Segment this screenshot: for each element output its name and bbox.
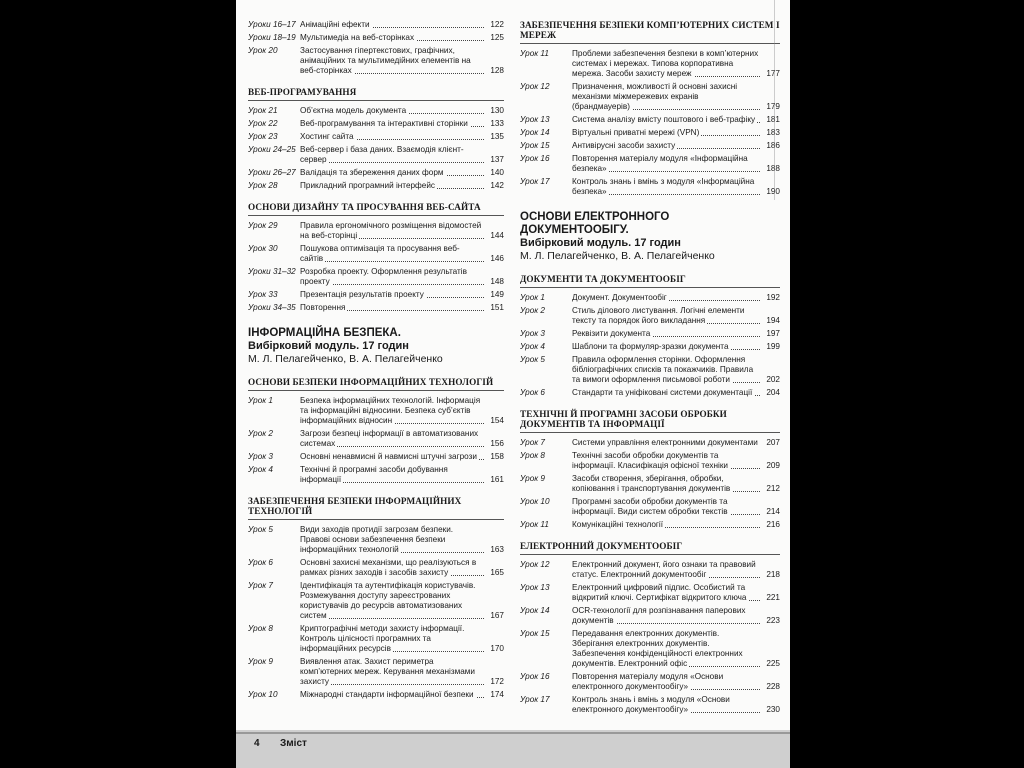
toc-entry [520,583,780,603]
page-ref: 140 [490,168,504,177]
lesson-label: Урок 9 [248,657,273,666]
page-ref: 172 [490,677,504,686]
page-number: 4 [254,738,260,749]
lesson-title-text: Безпека інформаційних технологій. Інформація та інформаційні відносини. Безпека суб’єктів інформаційних відносин [300,396,481,425]
toc-entry [248,168,504,178]
page-ref: 199 [766,342,780,351]
lesson-title [300,429,484,449]
lesson-title [300,465,484,485]
toc-entry [520,438,780,448]
lesson-title [300,119,484,129]
lesson-title [300,33,484,43]
lesson-label: Урок 20 [248,46,278,55]
lesson-title [572,177,760,197]
lesson-label: Урок 10 [248,690,278,699]
page-ref: 197 [766,329,780,338]
lesson-label: Урок 7 [520,438,545,447]
lesson-title [572,115,760,125]
lesson-label: Урок 17 [520,177,550,186]
toc-entry [248,396,504,426]
toc-entry [520,329,780,339]
toc-entry [520,451,780,471]
toc-entry [520,629,780,669]
toc-entry [520,606,780,626]
section-heading: ДОКУМЕНТИ ТА ДОКУМЕНТООБІГ [520,274,780,288]
lesson-title-text: Ідентифікація та аутентифікація користувачів. Розмежування доступу зареєстрованих користувачів до ресурсів автоматизованих систем [300,581,476,620]
toc-entry [520,128,780,138]
dot-leader [300,261,484,262]
lesson-title-text: Віртуальні приватні мережі (VPN) [572,128,700,137]
toc-entry [248,525,504,555]
lesson-title-text: Системи управління електронними документами [572,438,758,447]
toc-entry [520,115,780,125]
toc-entry [248,452,504,462]
lesson-label: Уроки 31–32 [248,267,296,276]
lesson-label: Урок 15 [520,141,550,150]
lesson-title [300,221,484,241]
lesson-title [572,141,760,151]
lesson-title-text: Повторення [300,303,346,312]
footer-rule [236,732,790,734]
lesson-title-text: Криптографічні методи захисту інформації. Контроль цілісності програмних та інформаційних ресурсів [300,624,465,653]
page-ref: 174 [490,690,504,699]
toc-entry [248,429,504,449]
lesson-label: Урок 23 [248,132,278,141]
lesson-title [300,46,484,76]
lesson-label: Урок 5 [520,355,545,364]
lesson-title [300,558,484,578]
lesson-title [572,695,760,715]
page-ref: 214 [766,507,780,516]
toc-entry [248,558,504,578]
lesson-title-text: Система аналізу вмісту поштового і веб-трафіку [572,115,756,124]
lesson-title [300,303,484,313]
lesson-title-text: Анімаційні ефекти [300,20,370,29]
page-ref: 133 [490,119,504,128]
page-footer [236,730,790,768]
toc-entry [520,388,780,398]
page-ref: 202 [766,375,780,384]
right-column [520,18,780,718]
page-ref: 135 [490,132,504,141]
lesson-title [300,267,484,287]
section-heading: ВЕБ-ПРОГРАМУВАННЯ [248,87,504,101]
lesson-label: Урок 6 [520,388,545,397]
lesson-title [572,560,760,580]
lesson-label: Урок 13 [520,583,550,592]
page-ref: 158 [490,452,504,461]
lesson-label: Урок 21 [248,106,278,115]
lesson-title-text: Стандарти та уніфіковані системи документації [572,388,753,397]
toc-entry [520,520,780,530]
lesson-title [572,672,760,692]
lesson-label: Уроки 16–17 [248,20,296,29]
lesson-title [572,497,760,517]
lesson-label: Урок 2 [520,306,545,315]
lesson-title-text: Мультимедіа на веб-сторінках [300,33,415,42]
lesson-label: Уроки 24–25 [248,145,296,154]
page-ref: 204 [766,388,780,397]
toc-section [520,541,780,715]
toc-section [520,20,780,197]
page-ref: 209 [766,461,780,470]
page-ref: 225 [766,659,780,668]
module-authors: М. Л. Пелагейченко, В. А. Пелагейченко [520,250,715,262]
toc-entry [520,82,780,112]
toc-entry [520,474,780,494]
lesson-title-text: Веб-сервер і база даних. Взаємодія клієнт-сервер [300,145,464,164]
toc-entry [520,141,780,151]
lesson-label: Урок 12 [520,560,550,569]
toc-entry [520,154,780,174]
lesson-label: Урок 4 [520,342,545,351]
lesson-title [572,606,760,626]
toc-entry [248,221,504,241]
module-title: ОСНОВИ ЕЛЕКТРОННОГО ДОКУМЕНТООБІГУ. [520,211,670,236]
toc-entry [520,177,780,197]
page-ref: 161 [490,475,504,484]
lesson-title [300,452,484,462]
page-ref: 181 [766,115,780,124]
lesson-title [300,525,484,555]
lesson-label: Урок 16 [520,672,550,681]
lesson-label: Урок 5 [248,525,273,534]
toc-entry [520,355,780,385]
lesson-label: Урок 11 [520,520,549,529]
page-ref: 149 [490,290,504,299]
lesson-title-text: Програмні засоби обробки документів та інформації. Види систем обробки текстів [572,497,728,516]
lesson-title-text: Міжнародні стандарти інформаційної безпеки [300,690,474,699]
lesson-title [300,145,484,165]
page-ref: 144 [490,231,504,240]
page-ref: 167 [490,611,504,620]
page-ref: 165 [490,568,504,577]
module-title: ІНФОРМАЦІЙНА БЕЗПЕКА. [248,327,401,339]
page-ref: 163 [490,545,504,554]
lesson-title [572,629,760,669]
lesson-title [572,474,760,494]
lesson-title-text: Електронний цифровий підпис. Особистий та відкритий ключі. Сертифікат відкритого ключа [572,583,747,602]
lesson-label: Урок 3 [248,452,273,461]
page-ref: 221 [766,593,780,602]
toc-entry [248,106,504,116]
page-ref: 192 [766,293,780,302]
page-ref: 125 [490,33,504,42]
lesson-title [572,355,760,385]
page-ref: 179 [766,102,780,111]
lesson-title [300,624,484,654]
lesson-label: Урок 17 [520,695,550,704]
lesson-title [300,244,484,264]
lesson-title-text: Застосування гіпертекстових, графічних, анімаційних та мультимедійних елементів на веб-сторінках [300,46,471,75]
toc-entry [520,497,780,517]
lesson-label: Уроки 26–27 [248,168,296,177]
lesson-title-text: Виявлення атак. Захист периметра комп’ютерних мереж. Керування механізмами захисту [300,657,475,686]
lesson-title [572,451,760,471]
toc-entry [248,132,504,142]
lesson-title-text: Контроль знань і вмінь з модуля «Основи електронного документообігу» [572,695,730,714]
lesson-label: Урок 13 [520,115,550,124]
page-ref: 130 [490,106,504,115]
toc-entry [248,244,504,264]
toc-section [520,274,780,398]
section-heading: ТЕХНІЧНІ Й ПРОГРАМНІ ЗАСОБИ ОБРОБКИ ДОКУМЕНТІВ ТА ІНФОРМАЦІЇ [520,409,780,433]
lesson-label: Урок 1 [520,293,545,302]
section-heading: ЕЛЕКТРОННИЙ ДОКУМЕНТООБІГ [520,541,780,555]
lesson-title-text: Розробка проекту. Оформлення результатів проекту [300,267,467,286]
lesson-label: Урок 29 [248,221,278,230]
lesson-label: Урок 8 [520,451,545,460]
toc-entry [248,119,504,129]
toc-entry [520,560,780,580]
module-authors: М. Л. Пелагейченко, В. А. Пелагейченко [248,353,443,365]
lesson-label: Уроки 34–35 [248,303,296,312]
lesson-label: Урок 33 [248,290,278,299]
toc-entry [520,49,780,79]
lesson-title [572,128,760,138]
lesson-label: Урок 11 [520,49,549,58]
lesson-title-text: Валідація та збереження даних форм [300,168,444,177]
page-ref: 151 [490,303,504,312]
lesson-title-text: Основні захисні механізми, що реалізуються в рамках різних заходів і засобів захисту [300,558,477,577]
toc-section [248,377,504,485]
toc-entry [248,581,504,621]
lesson-label: Урок 12 [520,82,550,91]
scan-edge-line [774,0,775,200]
toc-entry [248,20,504,30]
page-ref: 154 [490,416,504,425]
section-heading: ОСНОВИ БЕЗПЕКИ ІНФОРМАЦІЙНИХ ТЕХНОЛОГІЙ [248,377,504,391]
lesson-title-text: Реквізити документа [572,329,651,338]
book-page [236,0,790,768]
page-ref: 170 [490,644,504,653]
toc-entry [248,33,504,43]
lesson-label: Урок 1 [248,396,273,405]
lesson-title [572,293,760,303]
lesson-title [300,106,484,116]
page-ref: 186 [766,141,780,150]
lesson-title-text: Веб-програмування та інтерактивні сторінки [300,119,468,128]
toc-section [248,87,504,191]
toc-entry [520,293,780,303]
lesson-title-text: Види заходів протидії загрозам безпеки. Правові основи забезпечення безпеки інформаційних технологій [300,525,454,554]
toc-entry [248,46,504,76]
toc-entry [248,690,504,700]
lesson-label: Урок 16 [520,154,550,163]
lesson-label: Урок 30 [248,244,278,253]
lesson-title [300,690,484,700]
lesson-title-text: Шаблони та формуляр-зразки документа [572,342,729,351]
lesson-label: Урок 6 [248,558,273,567]
lesson-title [572,342,760,352]
page-ref: 207 [766,438,780,447]
lesson-title [572,438,760,448]
lesson-label: Урок 14 [520,128,550,137]
lesson-title-text: Проблеми забезпечення безпеки в комп’ютерних системах і мережах. Типова корпоративна мережа. Засоби захисту мереж [572,49,759,78]
lesson-title [300,132,484,142]
lesson-title-text: Правила оформлення сторінки. Оформлення бібліографічних списків та покажчиків. Правила та вимоги оформлення письмової роботи [572,355,754,384]
lesson-title-text: Повторення матеріалу модуля «Інформаційна безпека» [572,154,748,173]
lesson-title [572,306,760,326]
lesson-label: Урок 10 [520,497,550,506]
section-heading: ЗАБЕЗПЕЧЕННЯ БЕЗПЕКИ КОМП’ЮТЕРНИХ СИСТЕМ І МЕРЕЖ [520,20,780,44]
lesson-title-text: Стиль ділового листування. Логічні елементи тексту та порядок його викладання [572,306,745,325]
lesson-title-text: Засоби створення, зберігання, обробки, копіювання і транспортування документів [572,474,731,493]
page-ref: 228 [766,682,780,691]
lesson-title-text: Основні ненавмисні й навмисні штучні загрози [300,452,477,461]
lesson-title [572,154,760,174]
lesson-title-text: Презентація результатів проекту [300,290,424,299]
lesson-title [300,20,484,30]
lesson-title-text: Технічні засоби обробки документів та інформації. Класифікація офісної техніки [572,451,729,470]
toc-section [248,327,504,366]
lesson-label: Урок 3 [520,329,545,338]
toc-entry [248,303,504,313]
page-ref: 190 [766,187,780,196]
page-ref: 188 [766,164,780,173]
toc-section [248,202,504,313]
section-heading: ЗАБЕЗПЕЧЕННЯ БЕЗПЕКИ ІНФОРМАЦІЙНИХ ТЕХНОЛОГІЙ [248,496,504,520]
toc-entry [248,624,504,654]
page-ref: 128 [490,66,504,75]
page-ref: 156 [490,439,504,448]
toc-entry [520,695,780,715]
lesson-title-text: Правила ергономічного розміщення відомостей на веб-сторінці [300,221,482,240]
lesson-label: Урок 14 [520,606,550,615]
lesson-title-text: Комунікаційні технології [572,520,664,529]
page-ref: 146 [490,254,504,263]
lesson-title-text: Контроль знань і вмінь з модуля «Інформаційна безпека» [572,177,755,196]
page-ref: 194 [766,316,780,325]
toc-entry [520,306,780,326]
lesson-title [572,388,760,398]
lesson-label: Урок 28 [248,181,278,190]
toc-entry [248,290,504,300]
toc-section [520,211,780,263]
lesson-title [300,290,484,300]
page-ref: 122 [490,20,504,29]
lesson-title [572,583,760,603]
toc-section [520,409,780,530]
lesson-title-text: Загрози безпеці інформації в автоматизованих системах [300,429,479,448]
page-ref: 218 [766,570,780,579]
lesson-label: Урок 4 [248,465,273,474]
page-ref: 177 [766,69,780,78]
lesson-title [300,396,484,426]
lesson-title-text: Пошукова оптимізація та просування веб-сайтів [300,244,460,263]
toc-entry [248,657,504,687]
lesson-label: Урок 7 [248,581,273,590]
lesson-title-text: Технічні й програмні засоби добування інформації [300,465,448,484]
lesson-title [572,520,760,530]
lesson-title-text: Повторення матеріалу модуля «Основи електронного документообігу» [572,672,724,691]
lesson-title [300,657,484,687]
toc-section [248,496,504,700]
lesson-title [572,82,760,112]
lesson-title [300,168,484,178]
lesson-label: Уроки 18–19 [248,33,296,42]
lesson-title [572,49,760,79]
lesson-title-text: Призначення, можливості й основні захисні механізми міжмережевих екранів (брандмауерів) [572,82,738,111]
section-heading: ОСНОВИ ДИЗАЙНУ ТА ПРОСУВАННЯ ВЕБ-САЙТА [248,202,504,216]
toc-entry [520,342,780,352]
lesson-title [572,329,760,339]
page-ref: 148 [490,277,504,286]
lesson-label: Урок 22 [248,119,278,128]
lesson-title-text: Антивірусні засоби захисту [572,141,676,150]
lesson-label: Урок 15 [520,629,550,638]
page-ref: 183 [766,128,780,137]
lesson-label: Урок 9 [520,474,545,483]
left-column [248,18,504,703]
module-subtitle: Вибірковий модуль. 17 годин [520,237,681,249]
toc-entry [520,672,780,692]
toc-entry [248,181,504,191]
lesson-label: Урок 2 [248,429,273,438]
module-subtitle: Вибірковий модуль. 17 годин [248,340,409,352]
lesson-title-text: Хостинг сайта [300,132,354,141]
lesson-title-text: OCR-технології для розпізнавання паперових документів [572,606,746,625]
lesson-title-text: Прикладний програмний інтерфейс [300,181,436,190]
lesson-title-text: Електронний документ, його ознаки та правовий статус. Електронний документообіг [572,560,756,579]
toc-entry [248,267,504,287]
page-ref: 223 [766,616,780,625]
footer-label: Зміст [280,738,307,749]
lesson-label: Урок 8 [248,624,273,633]
lesson-title-text: Об’єктна модель документа [300,106,407,115]
page-ref: 142 [490,181,504,190]
lesson-title [300,581,484,621]
lesson-title-text: Передавання електронних документів. Зберігання електронних документів. Забезпечення конфіденційності електронних документів. Електронний офіс [572,629,743,668]
toc-section [248,20,504,76]
page-ref: 212 [766,484,780,493]
toc-entry [248,465,504,485]
lesson-title-text: Документ. Документообіг [572,293,667,302]
lesson-title [300,181,484,191]
page-ref: 230 [766,705,780,714]
page-ref: 216 [766,520,780,529]
page-ref: 137 [490,155,504,164]
toc-entry [248,145,504,165]
